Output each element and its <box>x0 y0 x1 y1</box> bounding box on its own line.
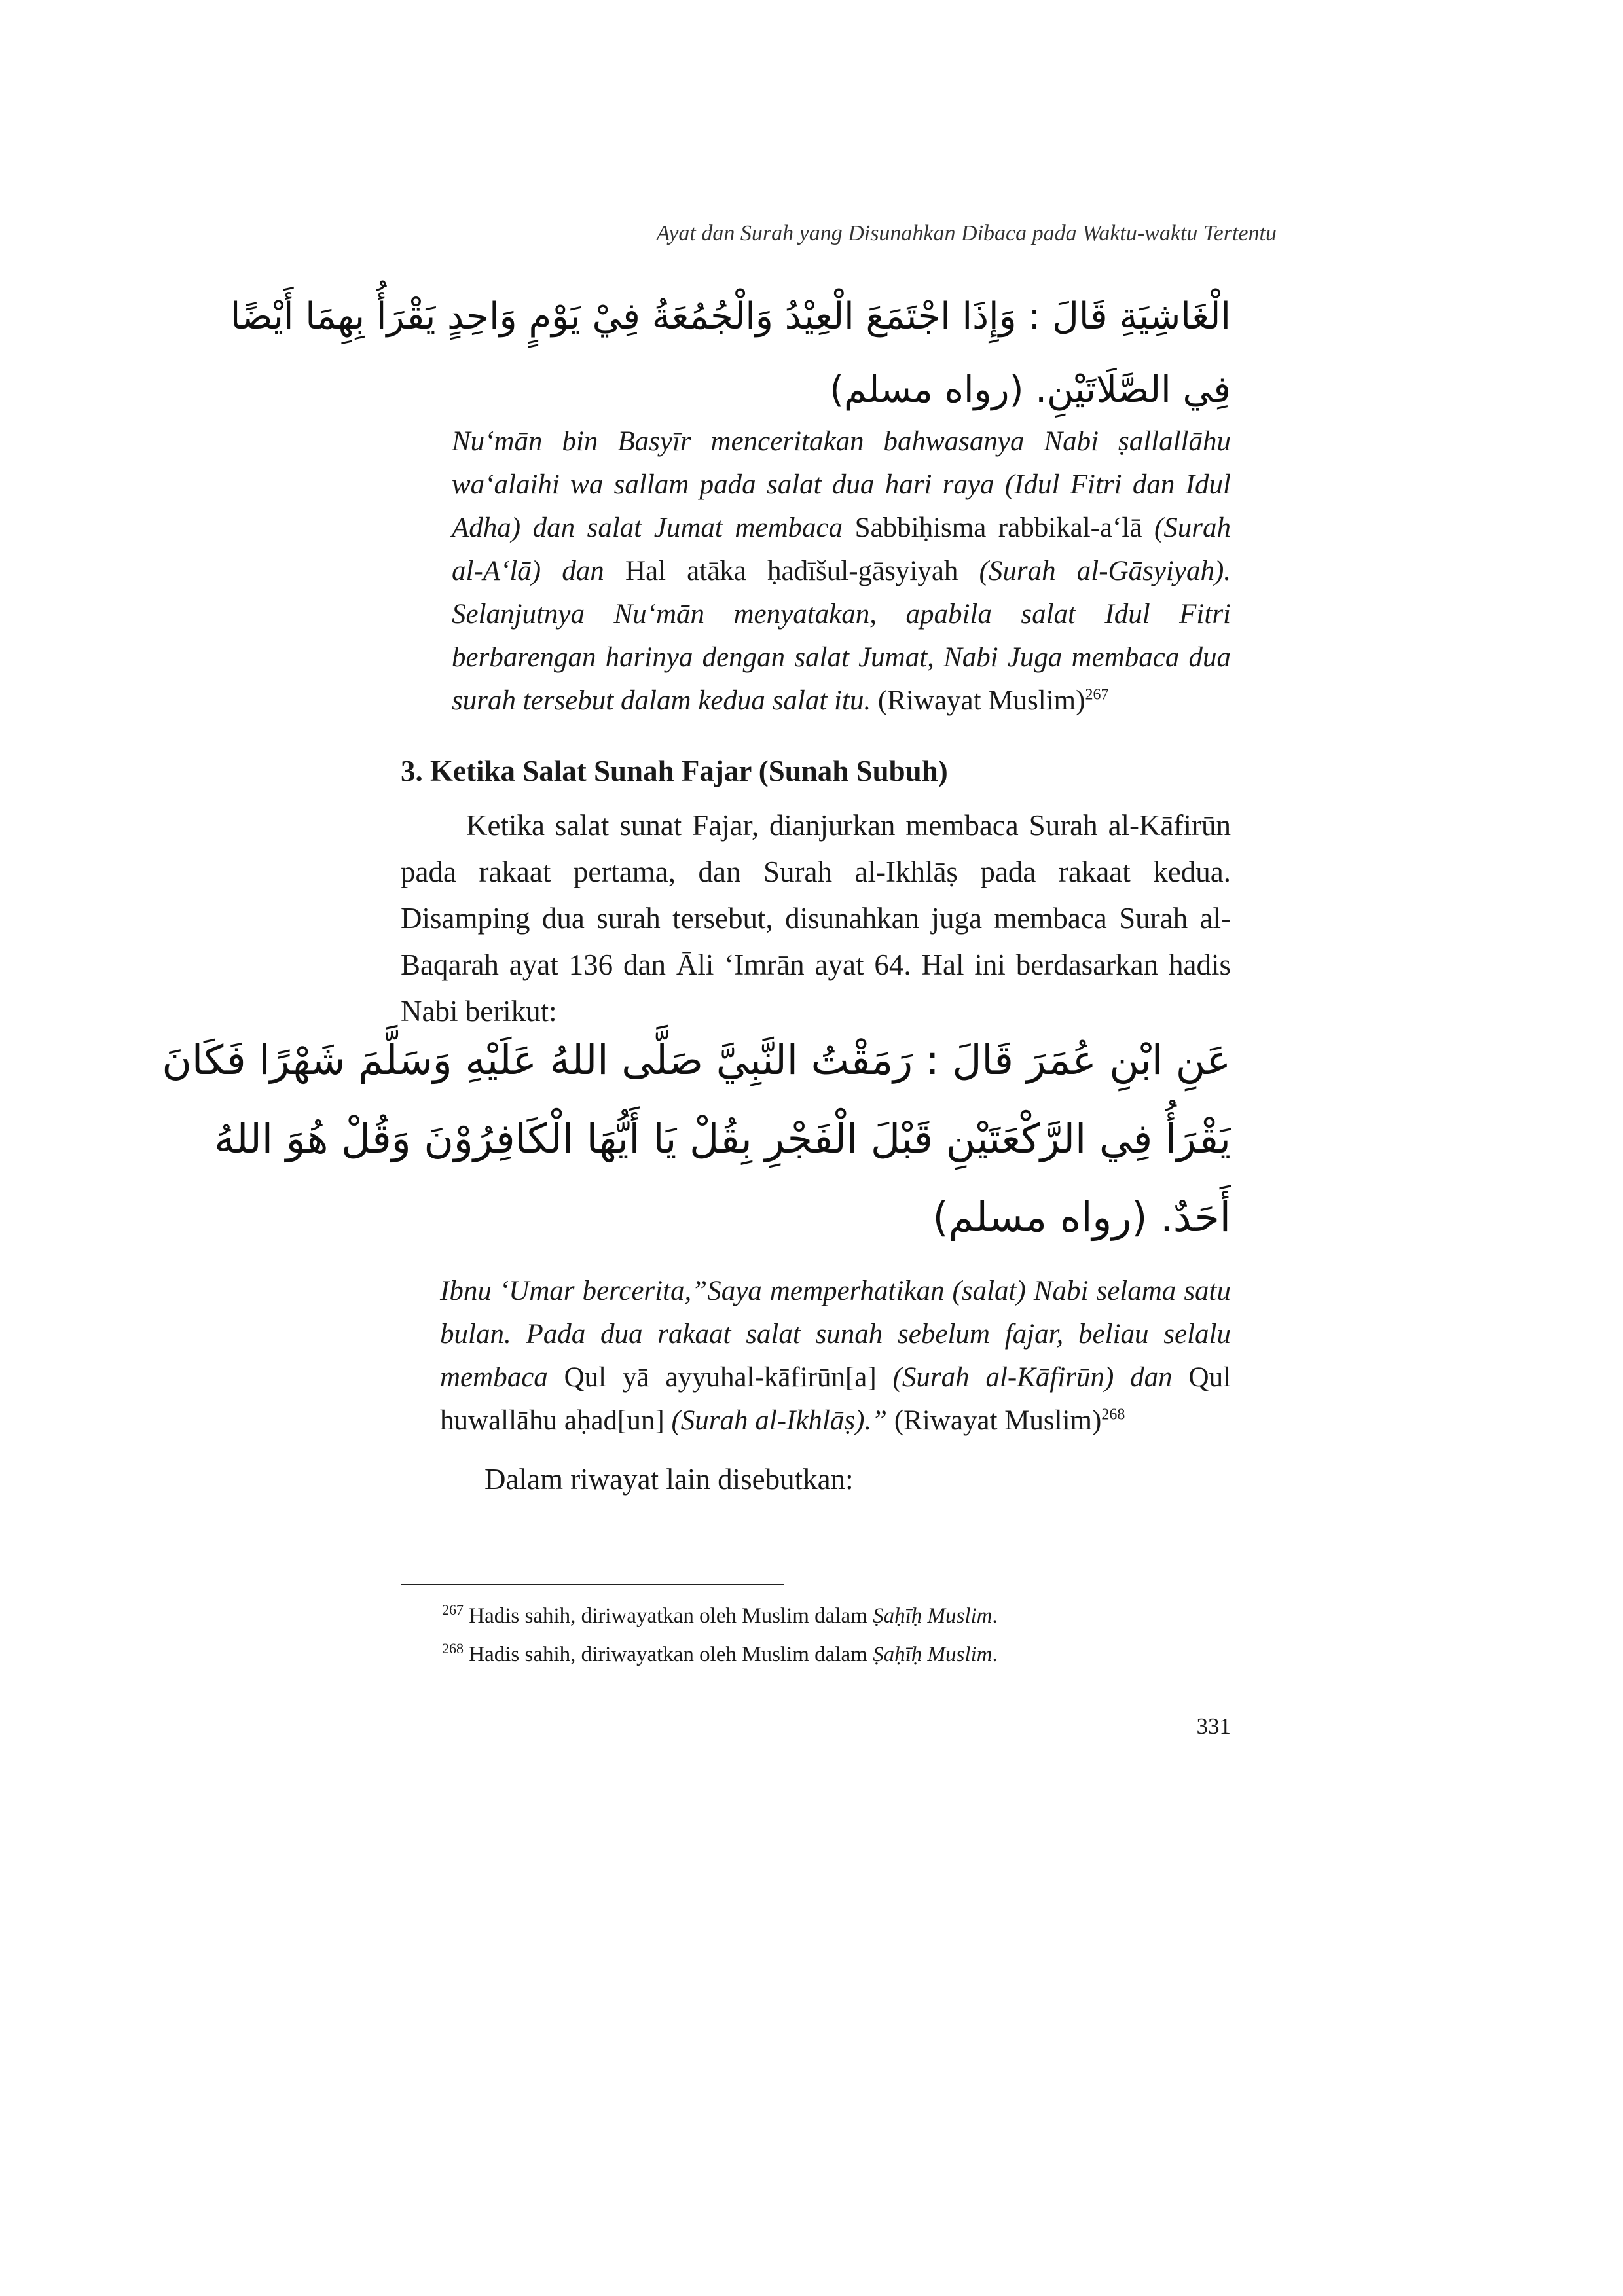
surah-term: Qul yā ayyuhal-kāfirūn[a] <box>564 1362 877 1393</box>
arabic-hadith-1 <box>230 280 1231 427</box>
footnote-number: 268 <box>442 1640 464 1657</box>
arabic-line: يَقْرَأُ فِي الرَّكْعَتَيْنِ قَبْلَ الْفَجْرِ بِقُلْ يَا أَيُّهَا الْكَافِرُوْنَ وَقُلْ هُوَ اللهُ <box>214 1115 1231 1162</box>
footnote-divider <box>401 1584 784 1585</box>
closing-paragraph: Dalam riwayat lain disebutkan: <box>484 1463 854 1496</box>
arabic-line: فِي الصَّلَاتَيْنِ. (رواه مسلم) <box>830 368 1231 411</box>
footnote-text: Hadis sahih, diriwayatkan oleh Muslim dalam <box>469 1604 867 1628</box>
page-number: 331 <box>1196 1713 1231 1739</box>
surah-term: Sabbiḥisma rabbikal-a‘lā <box>854 512 1142 543</box>
hadith-translation-1 <box>452 420 1231 723</box>
hadith-source: (Riwayat Muslim) <box>877 685 1085 716</box>
section-heading: 3. Ketika Salat Sunah Fajar (Sunah Subuh) <box>401 755 948 787</box>
arabic-line: أَحَدٌ. (رواه مسلم) <box>932 1193 1231 1241</box>
arabic-hadith-2 <box>162 1021 1231 1257</box>
footnote-end: . <box>992 1643 998 1666</box>
footnote-reference[interactable]: 267 <box>1085 686 1109 704</box>
translation-text: (Surah al-Kāfirūn) dan <box>892 1362 1173 1393</box>
section-paragraph: Ketika salat sunat Fajar, dianjurkan membaca Surah al-Kāfirūn pada rakaat pertama, dan Surah al-Ikhlāṣ pada rakaat kedua. Disamping dua surah tersebut, disunahkan juga membaca Surah al-Baqarah ayat 136 dan Āli ‘Imrān ayat 64. Hal ini berdasarkan hadis Nabi berikut: <box>401 809 1231 1028</box>
hadith-translation-2 <box>440 1270 1231 1443</box>
footnote-number: 267 <box>442 1602 464 1618</box>
surah-term: Qul huwallāhu aḥad[un] <box>440 1362 1231 1436</box>
arabic-line: الْغَاشِيَةِ قَالَ : وَإِذَا اجْتَمَعَ الْعِيْدُ وَالْجُمُعَةُ فِيْ يَوْمٍ وَاحِدٍ يَقْرَأُ بِهِمَا أَيْضًا <box>230 295 1231 338</box>
footnote-item <box>442 1632 1228 1671</box>
footnote-item <box>442 1594 1228 1632</box>
footnotes <box>442 1594 1228 1671</box>
footnote-reference[interactable]: 268 <box>1101 1406 1125 1424</box>
translation-text: (Surah al-Ikhlāṣ).” <box>671 1405 888 1436</box>
translation-text: (Surah al-Gāsyiyah). Selanjutnya Nu‘mān menyatakan, apabila salat Idul Fitri berbarengan harinya dengan salat Jumat, Nabi Juga membaca dua surah tersebut dalam kedua salat itu. <box>452 556 1231 716</box>
surah-term: Hal atāka ḥadīšul-gāsyiyah <box>625 556 958 586</box>
translation-text: Nu‘mān bin Basyīr menceritakan bahwasanya Nabi ṣallallāhu wa‘alaihi wa sallam pada salat dua hari raya (Idul Fitri dan Idul Adha) dan salat Jumat membaca <box>452 426 1231 543</box>
translation-text: (Surah al-A‘lā) dan <box>452 512 1231 586</box>
footnote-text: Hadis sahih, diriwayatkan oleh Muslim dalam <box>469 1643 867 1666</box>
running-header: Ayat dan Surah yang Disunahkan Dibaca pada Waktu-waktu Tertentu <box>656 221 1277 245</box>
footnote-book-title: Ṣaḥīḥ Muslim <box>873 1643 993 1666</box>
arabic-line: عَنِ ابْنِ عُمَرَ قَالَ : رَمَقْتُ النَّبِيَّ صَلَّى اللهُ عَلَيْهِ وَسَلَّمَ شَهْرًا فَكَانَ <box>162 1036 1231 1084</box>
footnote-book-title: Ṣaḥīḥ Muslim <box>873 1604 993 1628</box>
translation-text: Ibnu ‘Umar bercerita,”Saya memperhatikan (salat) Nabi selama satu bulan. Pada dua rakaat salat sunah sebelum fajar, beliau selalu membaca <box>440 1276 1231 1393</box>
hadith-source: (Riwayat Muslim) <box>894 1405 1102 1436</box>
footnote-end: . <box>992 1604 998 1628</box>
